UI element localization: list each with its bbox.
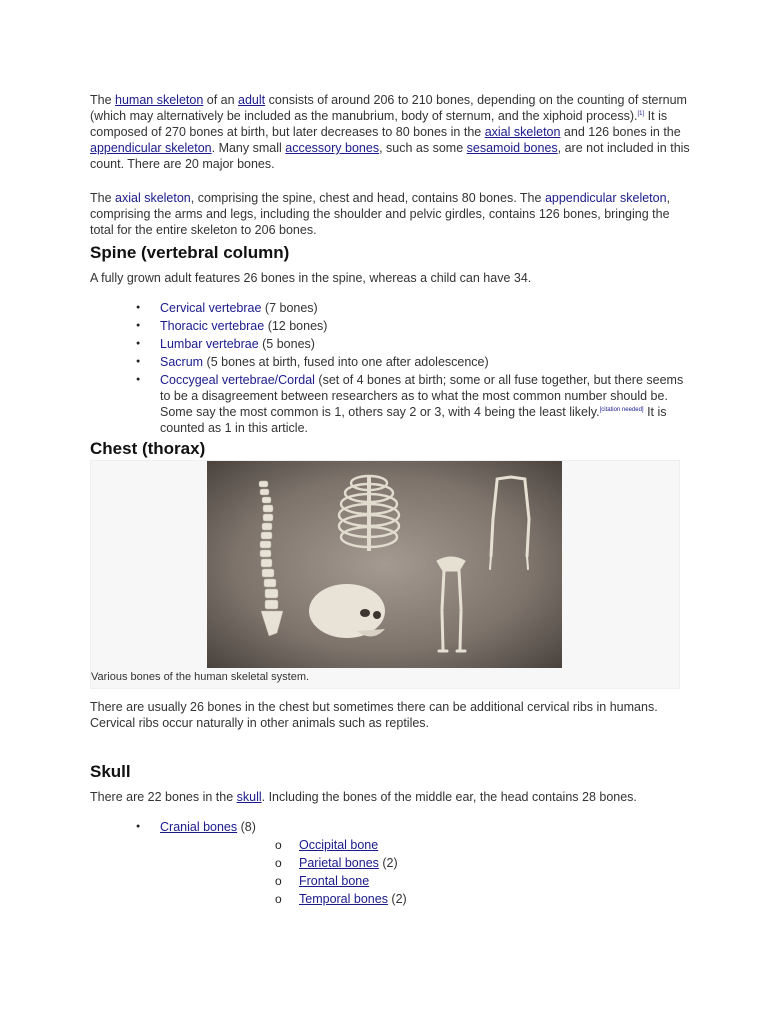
text: The	[90, 191, 116, 205]
text: (set of 4 bones at birth; some or all fuse together, but there seems to be a disagreement between researchers as to what the most common number should be. Some say the most common is 1, others say 2 or 3, with 4 being the least likely.	[160, 373, 684, 419]
list-item	[90, 336, 690, 352]
text: (2)	[387, 892, 407, 906]
text: (5 bones)	[258, 337, 315, 351]
skull-intro	[90, 789, 690, 805]
citation-link[interactable]: [1]	[637, 111, 645, 117]
text: (5 bones at birth, fused into one after adolescence)	[203, 355, 489, 369]
list-item	[90, 300, 690, 316]
text: of an	[203, 93, 239, 107]
list-item	[160, 891, 690, 907]
skeleton-bones-image[interactable]	[207, 461, 562, 668]
text: (8)	[237, 820, 256, 834]
link-occipital-bone[interactable]: Occipital bone	[299, 838, 379, 852]
text: and 126 bones in the	[560, 125, 681, 139]
axial-appendicular-paragraph	[90, 190, 690, 238]
list-item	[90, 372, 690, 436]
text: consists of around 206 to 210 bones, depending on the counting of sternum (which may alternatively be included as the manubrium, body of sternum, and the xiphoid process).	[90, 93, 687, 123]
link-thoracic-vertebrae[interactable]: Thoracic vertebrae	[160, 319, 265, 333]
chest-heading: Chest (thorax)	[90, 439, 206, 458]
link-accessory-bones[interactable]: accessory bones	[285, 141, 380, 155]
text: . Including the bones of the middle ear, the head contains 28 bones.	[261, 790, 637, 804]
skeleton-figure	[90, 460, 680, 689]
link-cervical-vertebrae[interactable]: Cervical vertebrae	[160, 301, 262, 315]
list-item	[90, 819, 690, 907]
skull-heading: Skull	[90, 762, 131, 781]
link-axial-skeleton-2[interactable]: axial skeleton	[115, 191, 191, 205]
citation-needed-link[interactable]: [citation needed]	[599, 407, 644, 413]
text: , are not included in this count. There are 20 major bones.	[90, 141, 690, 171]
text: There are 22 bones in the	[90, 790, 237, 804]
link-skull[interactable]: skull	[236, 790, 262, 804]
text: It is counted as 1 in this article.	[160, 405, 667, 435]
list-item	[160, 837, 690, 853]
text: , such as some	[379, 141, 467, 155]
text: It is composed of 270 bones at birth, but later decreases to 80 bones in the	[90, 109, 668, 139]
text: (7 bones)	[261, 301, 318, 315]
spine-heading: Spine (vertebral column)	[90, 243, 290, 262]
text: (12 bones)	[264, 319, 328, 333]
text: , comprising the arms and legs, including the shoulder and pelvic girdles, contains 126 bones, bringing the total for the entire skeleton to 206 bones.	[90, 191, 671, 237]
list-item	[90, 318, 690, 334]
link-frontal-bone[interactable]: Frontal bone	[299, 874, 370, 888]
list-item	[90, 354, 690, 370]
link-human-skeleton[interactable]: human skeleton	[115, 93, 204, 107]
link-appendicular-skeleton-2[interactable]: appendicular skeleton	[544, 191, 667, 205]
skull-list	[90, 819, 690, 907]
link-cranial-bones[interactable]: Cranial bones	[160, 820, 238, 834]
text: , comprising the spine, chest and head, contains 80 bones. The	[190, 191, 545, 205]
list-item	[160, 855, 690, 871]
cranial-sublist	[160, 837, 690, 907]
link-appendicular-skeleton[interactable]: appendicular skeleton	[90, 141, 212, 155]
text: . Many small	[211, 141, 286, 155]
link-temporal-bones[interactable]: Temporal bones	[299, 892, 388, 906]
spine-list	[90, 300, 690, 436]
link-parietal-bones[interactable]: Parietal bones	[299, 856, 379, 870]
link-sesamoid-bones[interactable]: sesamoid bones	[466, 141, 558, 155]
link-sacrum[interactable]: Sacrum	[160, 355, 204, 369]
link-adult[interactable]: adult	[238, 93, 266, 107]
text: The	[90, 93, 116, 107]
link-coccygeal-vertebrae[interactable]: Coccygeal vertebrae/Cordal	[160, 373, 315, 387]
chest-paragraph: There are usually 26 bones in the chest but sometimes there can be additional cervical ribs in humans. Cervical ribs occur naturally in other animals such as reptiles.	[90, 700, 658, 730]
skull-bone	[309, 584, 385, 638]
intro-paragraph	[90, 92, 690, 172]
link-axial-skeleton[interactable]: axial skeleton	[484, 125, 561, 139]
figure-caption: Various bones of the human skeletal system.	[91, 671, 310, 683]
article	[90, 92, 690, 909]
link-lumbar-vertebrae[interactable]: Lumbar vertebrae	[160, 337, 259, 351]
list-item	[160, 873, 690, 889]
spine-intro: A fully grown adult features 26 bones in the spine, whereas a child can have 34.	[90, 271, 532, 285]
text: (2)	[378, 856, 398, 870]
